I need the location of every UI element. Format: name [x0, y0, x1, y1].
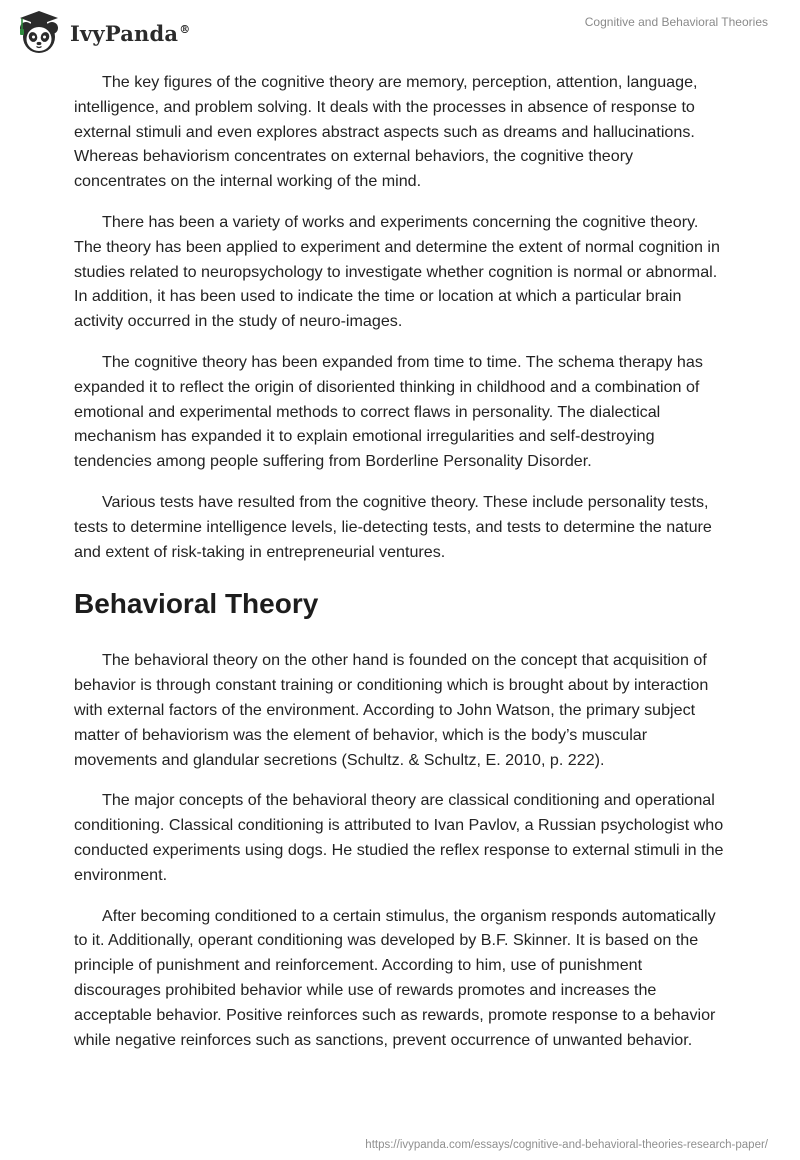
brand-name-text: IvyPanda: [70, 20, 179, 46]
page-header: [0, 0, 800, 62]
paragraph: The behavioral theory on the other hand is founded on the concept that acquisition of behavior is through constant training or conditioning which is brought about by interaction with external factors of the environment. According to John Watson, the primary subject matter of behaviorism was the element of behavior, which is the body’s muscular movements and glandular secretions (Schultz. & Schultz, E. 2010, p. 222).: [74, 651, 709, 769]
paragraph: The key figures of the cognitive theory are memory, perception, attention, language, intelligence, and problem solving. It deals with the processes in absence of response to external stimuli and even explores abstract aspects such as dreams and hallucinations. Whereas behaviorism concentrates on external behaviors, the cognitive theory concentrates on the internal working of the mind.: [74, 73, 698, 191]
source-url[interactable]: https://ivypanda.com/essays/cognitive-and-behavioral-theories-research-paper/: [365, 1139, 768, 1151]
registered-mark: ®: [179, 22, 191, 36]
running-title: Cognitive and Behavioral Theories: [584, 15, 768, 29]
paragraph: The cognitive theory has been expanded from time to time. The schema therapy has expanded it to reflect the origin of disoriented thinking in childhood and a combination of emotional and experimental methods to correct flaws in personality. The dialectical mechanism has expanded it to explain emotional irregularities and self-destroying tendencies among people suffering from Borderline Personality Disorder.: [74, 352, 703, 471]
brand-name: [70, 21, 190, 46]
paragraph: Various tests have resulted from the cognitive theory. These include personality tests, tests to determine intelligence levels, lie-detecting tests, and tests to determine the nature and extent of risk-taking in entrepreneurial ventures.: [74, 492, 712, 561]
paragraph: After becoming conditioned to a certain stimulus, the organism responds automatically to it. Additionally, operant conditioning was developed by B.F. Skinner. It is based on the principle of punishment and reinforcement. According to him, use of punishment discourages prohibited behavior while use of rewards promotes and increases the acceptable behavior. Positive reinforces such as rewards, promote response to a behavior while negative reinforces such as sanctions, prevent occurrence of unwanted behavior.: [74, 906, 716, 1049]
ivypanda-logo[interactable]: [14, 8, 190, 56]
section-heading: Behavioral Theory: [74, 588, 319, 620]
essay-content: [74, 70, 726, 1068]
paragraph: There has been a variety of works and experiments concerning the cognitive theory. The theory has been applied to experiment and determine the extent of normal cognition in studies related to neuropsychology to investigate whether cognition is normal or abnormal. In addition, it has been used to indicate the time or location at which a particular brain activity occurred in the study of neuro-images.: [74, 212, 720, 331]
paragraph: The major concepts of the behavioral theory are classical conditioning and operational conditioning. Classical conditioning is attributed to Ivan Pavlov, a Russian psychologist who conducted experiments using dogs. He studied the reflex response to external stimuli in the environment.: [74, 791, 724, 884]
panda-graduate-icon: [14, 8, 64, 56]
